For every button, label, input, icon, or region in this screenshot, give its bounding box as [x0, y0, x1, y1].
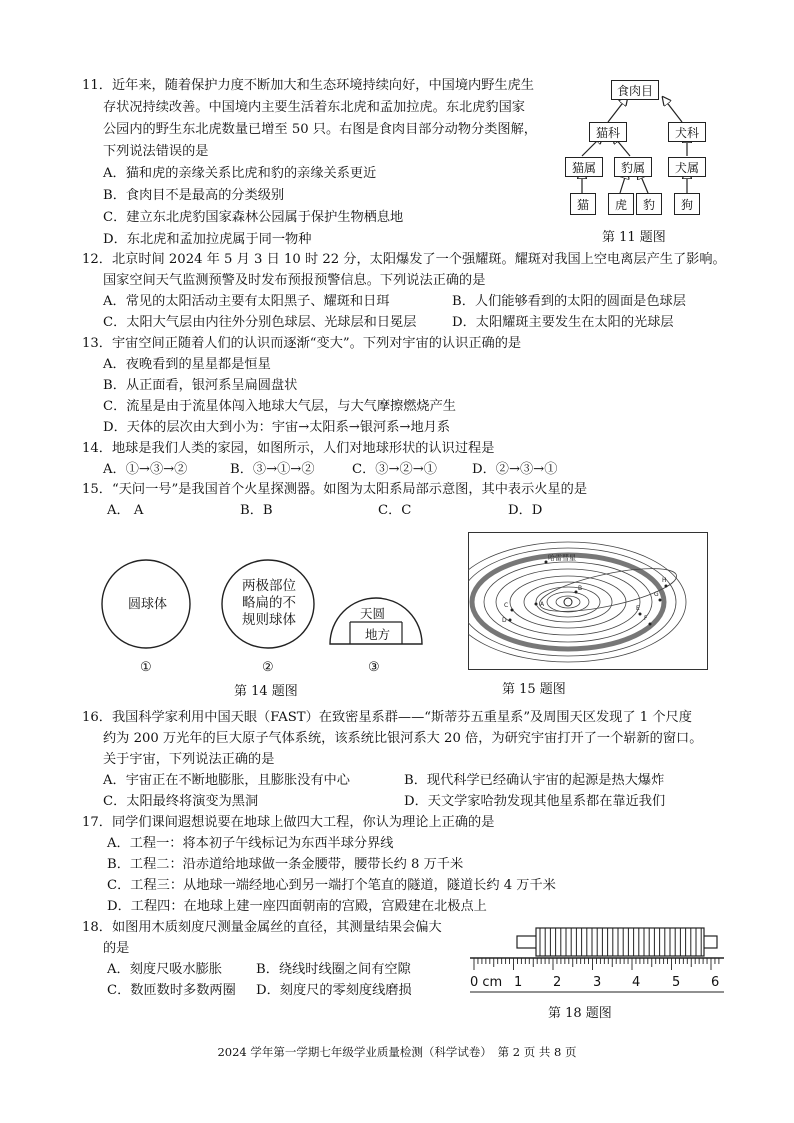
q14-sphere-label: 圆球体	[128, 597, 168, 612]
q11-node-dog: 狗	[674, 193, 700, 215]
q16-stem-line-1: 16．我国科学家利用中国天眼（FAST）在致密星系群——“斯蒂芬五重星系”及周围天区发现了 1 个尺度	[82, 710, 692, 725]
q11-node-leopard: 豹	[636, 193, 662, 215]
q14-option-a: A．①→③→②	[103, 462, 188, 477]
q12-stem-line-2: 国家空间天气监测预警及时发布预报预警信息。下列说法正确的是	[103, 273, 486, 288]
q18-stem-line-1: 18．如图用木质刻度尺测量金属丝的直径，其测量结果会偏大	[82, 920, 442, 935]
q14-dome-bottom-label: 地方	[365, 627, 391, 642]
q12-option-d: D．太阳耀斑主要发生在太阳的光球层	[452, 315, 674, 330]
q16-stem-line-3: 关于宇宙，下列说法正确的是	[103, 752, 275, 767]
q13-option-c: C．流星是由于流星体闯入地球大气层，与大气摩擦燃烧产生	[103, 399, 456, 414]
q17-option-c: C．工程三：从地球一端经地心到另一端打个笔直的隧道，隧道长约 4 万千米	[107, 878, 556, 893]
q15-option-d: D．D	[508, 503, 543, 518]
q16-option-d: D．天文学家哈勃发现其他星系都在靠近我们	[404, 794, 666, 809]
q11-stem-line-2: 存状况持续改善。中国境内主要生活着东北虎和孟加拉虎。东北虎豹国家	[103, 100, 525, 115]
q18-figure-caption: 第 18 题图	[548, 1006, 612, 1021]
q11-node-felis: 猫属	[565, 157, 603, 177]
page-footer: 2024 学年第一学期七年级学业质量检测（科学试卷） 第 2 页 共 8 页	[217, 1045, 577, 1059]
q14-dome-top-label: 天圆	[360, 606, 386, 621]
q15-planet-b: B	[578, 585, 583, 592]
q11-node-felidae: 猫科	[589, 122, 627, 142]
q18-option-d: D．刻度尺的零刻度线磨损	[256, 983, 412, 998]
q14-mark-3: ③	[368, 660, 380, 675]
q13-option-a: A．夜晚看到的星星都是恒星	[103, 357, 271, 372]
q18-ruler-label-5: 5	[672, 975, 681, 990]
q13-option-d: D．天体的层次由大到小为：宇宙→太阳系→银河系→地月系	[103, 420, 451, 435]
q18-option-b: B．绕线时线圈之间有空隙	[256, 962, 411, 977]
q18-ruler-label-2: 2	[553, 975, 562, 990]
q18-option-c: C．数匝数时多数两圈	[107, 983, 236, 998]
q15-planet-d: D	[502, 617, 507, 624]
q13-stem: 13．宇宙空间正随着人们的认识而逐渐“变大”。下列对宇宙的认识正确的是	[82, 336, 522, 351]
q11-node-carnivora: 食肉目	[611, 80, 659, 100]
q14-mark-1: ①	[140, 660, 152, 675]
q11-option-d: D．东北虎和孟加拉虎属于同一物种	[103, 232, 312, 247]
q15-option-b: B．B	[240, 503, 273, 518]
q17-option-d: D．工程四：在地球上建一座四面朝南的宫殿，宫殿建在北极点上	[107, 899, 487, 914]
q13-option-b: B．从正面看，银河系呈扁圆盘状	[103, 378, 298, 393]
q14-mark-2: ②	[262, 660, 274, 675]
q11-node-canis: 犬属	[668, 157, 706, 177]
q12-option-c: C．太阳大气层由内往外分别色球层、光球层和日冕层	[103, 315, 417, 330]
q11-stem-line-1: 11．近年来，随着保护力度不断加大和生态环境持续向好，中国境内野生虎生	[82, 78, 534, 93]
q18-option-a: A．刻度尺吸水膨胀	[107, 962, 223, 977]
q14-oval-label-line-3: 规则球体	[242, 612, 296, 628]
q15-planet-g: G	[654, 591, 659, 598]
q12-stem-line-1: 12．北京时间 2024 年 5 月 3 日 10 时 22 分，太阳爆发了一个强耀斑。耀斑对我国上空电离层产生了影响。	[82, 252, 726, 267]
q14-oval-label-line-1: 两极部位	[242, 578, 296, 594]
q18-ruler-label-0: 0 cm	[470, 975, 503, 990]
q18-ruler-label-4: 4	[632, 975, 641, 990]
q14-option-d: D．②→③→①	[472, 462, 558, 477]
q17-stem: 17．同学们课间遐想说要在地球上做四大工程，你认为理论上正确的是	[82, 815, 495, 830]
q16-option-a: A．宇宙正在不断地膨胀，且膨胀没有中心	[103, 773, 350, 788]
q15-planet-e: E	[636, 605, 640, 612]
q15-planet-h: H	[662, 577, 667, 584]
q15-planet-f: F	[644, 615, 648, 622]
q15-option-a: A． A	[107, 503, 144, 518]
q11-stem-line-4: 下列说法错误的是	[103, 144, 209, 159]
q11-option-a: A．猫和虎的亲缘关系比虎和豹的亲缘关系更近	[103, 166, 377, 181]
q18-stem-line-2: 的是	[103, 941, 130, 956]
q18-ruler-label-6: 6	[711, 975, 720, 990]
q17-option-b: B．工程二：沿赤道给地球做一条金腰带，腰带长约 8 万千米	[107, 857, 464, 872]
q11-node-panthera: 豹属	[614, 157, 652, 177]
q15-comet-label: 哈雷彗星	[548, 554, 576, 562]
q14-stem: 14．地球是我们人类的家园，如图所示，人们对地球形状的认识过程是	[82, 441, 495, 456]
q18-ruler-label-3: 3	[593, 975, 602, 990]
q11-option-c: C．建立东北虎豹国家森林公园属于保护生物栖息地	[103, 210, 404, 225]
q15-figure-caption: 第 15 题图	[502, 682, 566, 697]
q14-oval-label-line-2: 略扁的不	[242, 595, 296, 611]
q16-option-b: B．现代科学已经确认宇宙的起源是热大爆炸	[404, 773, 665, 788]
q15-planet-a: A	[540, 601, 545, 608]
q11-node-cat: 猫	[570, 193, 596, 215]
q11-stem-line-3: 公园内的野生东北虎数量已增至 50 只。右图是食肉目部分动物分类图解，	[103, 122, 537, 137]
q14-figure-caption: 第 14 题图	[234, 684, 298, 699]
q18-ruler-label-1: 1	[514, 975, 523, 990]
q11-figure-caption: 第 11 题图	[602, 230, 666, 245]
q11-node-tiger: 虎	[608, 193, 634, 215]
q14-option-b: B．③→①→②	[230, 462, 315, 477]
q11-node-canidae: 犬科	[668, 122, 706, 142]
q15-stem: 15．“天问一号”是我国首个火星探测器。如图为太阳系局部示意图，其中表示火星的是	[82, 482, 588, 497]
q16-stem-line-2: 约为 200 万光年的巨大原子气体系统，该系统比银河系大 20 倍，为研究宇宙打开了一个崭新的窗口。	[103, 731, 703, 746]
q15-solar-system-diagram	[468, 532, 708, 670]
q16-option-c: C．太阳最终将演变为黑洞	[103, 794, 259, 809]
q15-option-c: C．C	[378, 503, 412, 518]
q17-option-a: A．工程一：将本初子午线标记为东西半球分界线	[107, 836, 394, 851]
q15-planet-c: C	[504, 602, 509, 609]
q11-option-b: B．食肉目不是最高的分类级别	[103, 188, 285, 203]
q14-option-c: C．③→②→①	[352, 462, 437, 477]
q12-option-a: A．常见的太阳活动主要有太阳黑子、耀斑和日珥	[103, 294, 390, 309]
q12-option-b: B．人们能够看到的太阳的圆面是色球层	[452, 294, 686, 309]
